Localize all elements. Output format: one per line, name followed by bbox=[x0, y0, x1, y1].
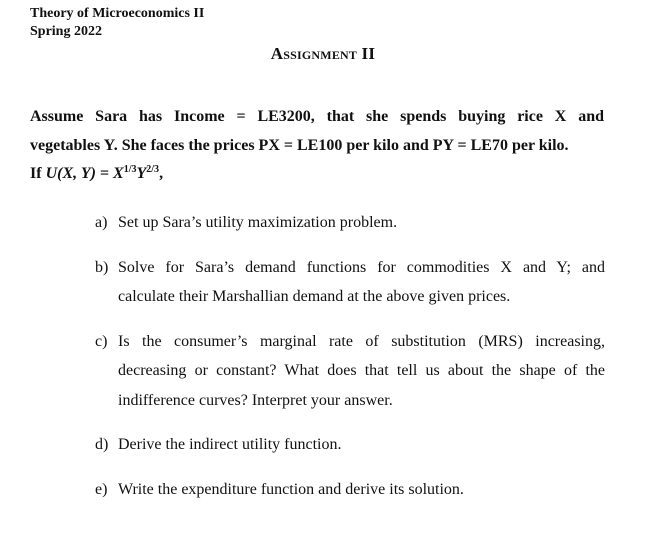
exponent-y: 2/3 bbox=[146, 164, 160, 175]
question-line: indifference curves? Interpret your answer. bbox=[118, 391, 393, 409]
utility-expression: U(X, Y) = X bbox=[45, 165, 124, 182]
question-line: decreasing or constant? What does that tell us about the shape of the bbox=[118, 362, 605, 379]
exponent-x: 1/3 bbox=[123, 164, 137, 175]
utility-suffix: , bbox=[159, 165, 164, 182]
course-name: Theory of Microeconomics II bbox=[30, 6, 205, 21]
question-letter: b) bbox=[95, 258, 109, 276]
intro-line-1: Assume Sara has Income = LE3200, that she spends buying rice X and bbox=[30, 108, 604, 125]
question-letter: a) bbox=[95, 214, 108, 231]
utility-prefix: If bbox=[30, 165, 46, 182]
question-c bbox=[95, 327, 605, 416]
utility-y: Y bbox=[136, 165, 147, 182]
question-text bbox=[118, 208, 605, 238]
question-list bbox=[95, 208, 605, 519]
question-line: Solve for Sara’s demand functions for commodities X and Y; and bbox=[118, 258, 605, 276]
question-line: calculate their Marshallian demand at the above given prices. bbox=[118, 288, 511, 305]
question-e bbox=[95, 475, 605, 505]
question-text bbox=[118, 253, 605, 312]
question-line: Write the expenditure function and derive its solution. bbox=[118, 480, 464, 498]
assignment-title: Assignment II bbox=[270, 44, 376, 63]
problem-statement bbox=[30, 103, 604, 189]
question-b bbox=[95, 253, 605, 312]
question-line: Is the consumer’s marginal rate of substitution (MRS) increasing, bbox=[118, 332, 605, 350]
question-d bbox=[95, 430, 605, 460]
utility-function bbox=[30, 160, 604, 189]
term-label: Spring 2022 bbox=[30, 24, 102, 39]
question-text bbox=[118, 430, 605, 460]
question-letter: d) bbox=[95, 436, 109, 453]
question-text bbox=[118, 327, 605, 416]
question-line: Set up Sara’s utility maximization problem. bbox=[118, 214, 398, 231]
intro-line-2: vegetables Y. She faces the prices PX = LE100 per kilo and PY = LE70 per kilo. bbox=[30, 136, 569, 154]
question-text bbox=[118, 475, 605, 505]
question-letter: e) bbox=[95, 480, 108, 498]
question-line: Derive the indirect utility function. bbox=[118, 436, 342, 453]
question-a bbox=[95, 208, 605, 238]
question-letter: c) bbox=[95, 332, 108, 350]
